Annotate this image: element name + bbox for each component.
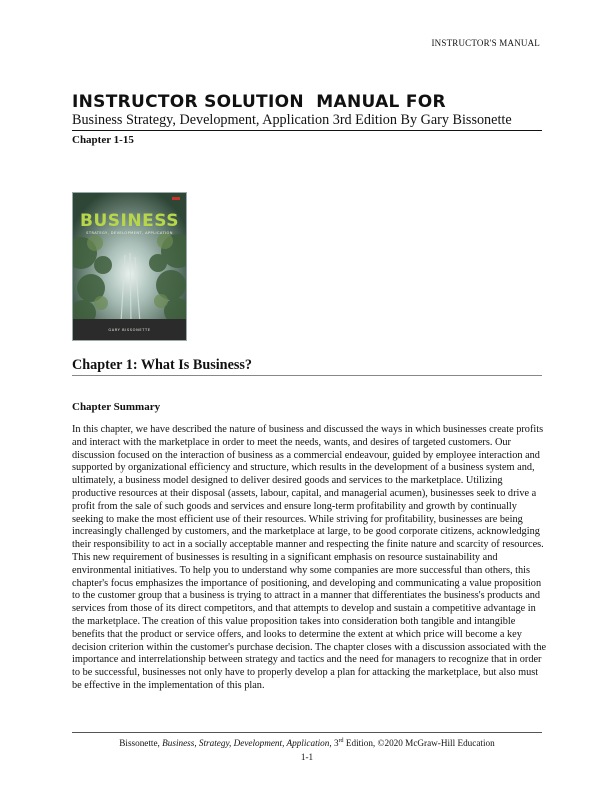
cover-brand-title: BUSINESS — [80, 211, 179, 231]
footer-edition-number: , 3 — [329, 738, 339, 749]
chapter-range: Chapter 1-15 — [72, 134, 134, 146]
cover-badge — [172, 197, 180, 200]
cover-author: GARY BISSONETTE — [108, 328, 151, 332]
footer-book-title: Business, Strategy, Development, Application — [162, 738, 330, 749]
cover-tagline: STRATEGY, DEVELOPMENT, APPLICATION — [86, 231, 173, 235]
page-number: 1-1 — [300, 752, 314, 762]
document-title: INSTRUCTOR SOLUTION MANUAL FOR — [72, 92, 446, 112]
footer-edition-suffix: rd — [338, 738, 344, 744]
footer-citation — [72, 738, 542, 748]
chapter-summary-paragraph: In this chapter, we have described the nature of business and discussed the ways in which businesses create profits and interact with the marketplace in order to meet the needs, wants, and desires of targeted customers. Our discussion focused on the interaction of business as a commercial endeavour, guided by employee interaction and supported by organizational efficiency and structure, which results in the development of a business system and, ultimately, a business model designed to deliver desired goods and services to the marketplace. Utilizing productive resources at their disposal (assets, labour, capital, and managerial acumen), businesses seek to drive a profit from the sale of such goods and services and ensure long-term profitability and growth by continually seeking to make the most efficient use of their resources. While striving for profitability, businesses are being increasingly challenged by customers, and the marketplace at large, to be good corporate citizens, acknowledging their responsibility to act in a socially acceptable manner and respecting the finite nature and scarcity of resources. This new requirement of businesses is resulting in a significant emphasis on resource sustainability and environmental initiatives. To help you to understand why some companies are more successful than others, this chapter's focus emphasizes the importance of positioning, and developing and communicating a value proposition to the customer group that a business is trying to attract in a manner that differentiates the business's products and services from those of its direct competitors, and that attempts to develop and sustain a competitive advantage in the marketplace. The creation of this value proposition takes into consideration both tangible and intangible benefits that the product or service offers, and looks to determine the extent at which price will become a key decision criterion within the customer's purchase decision. The chapter closes with a discussion associated with the importance and interrelationship between strategy and tactics and the need for managers to recognize that in order to be successful, businesses not only have to properly develop a plan for attacking the marketplace, but also must be effective in the implementation of this plan. — [72, 424, 547, 691]
footer-divider — [72, 732, 542, 733]
chapter-heading: Chapter 1: What Is Business? — [72, 357, 542, 376]
footer-publisher: Edition, ©2020 McGraw-Hill Education — [343, 738, 495, 749]
book-cover-image — [72, 192, 187, 341]
running-head: INSTRUCTOR'S MANUAL — [431, 38, 540, 48]
footer-author: Bissonette, — [119, 738, 163, 749]
section-heading: Chapter Summary — [72, 401, 161, 413]
document-subtitle: Business Strategy, Development, Application 3rd Edition By Gary Bissonette — [72, 112, 542, 131]
